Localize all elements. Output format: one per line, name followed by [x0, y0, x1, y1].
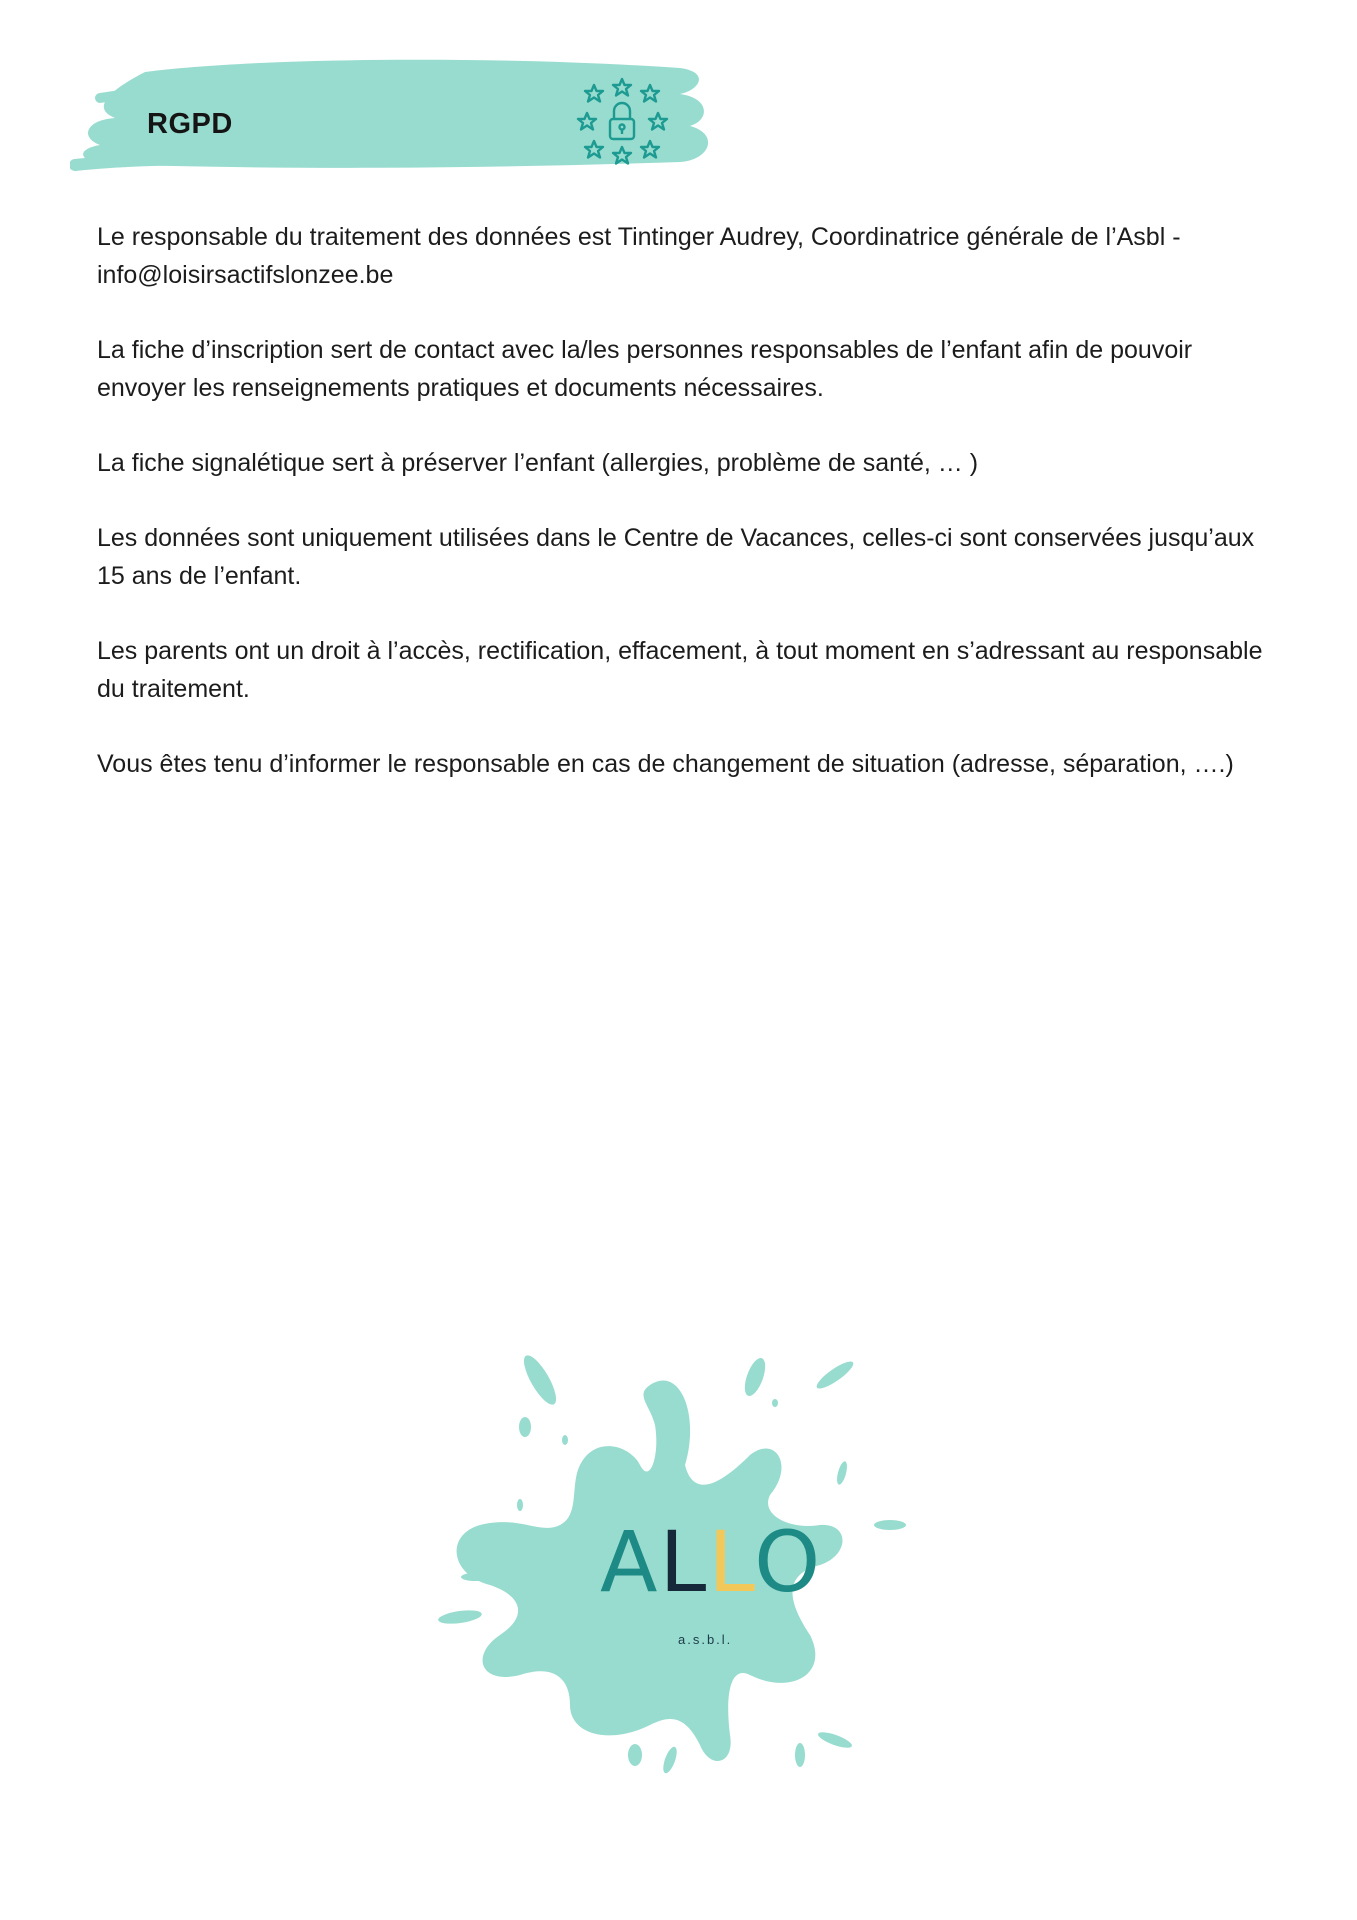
logo-subtitle: a.s.b.l. [678, 1632, 733, 1647]
paragraph-change-notice: Vous êtes tenu d’informer le responsable en cas de changement de situation (adresse, séparation, ….) [97, 750, 1234, 778]
logo-letter-l-second: L [708, 1513, 755, 1611]
allo-logo-wordmark [600, 1513, 823, 1611]
gdpr-lock-stars-icon [572, 75, 682, 175]
paragraph-info-sheet: La fiche signalétique sert à préserver l’enfant (allergies, problème de santé, … ) [97, 449, 979, 477]
logo-letter-l-first: L [659, 1513, 709, 1611]
paragraph-data-controller: Le responsable du traitement des données est Tintinger Audrey, Coordinatrice générale de l’Asbl - info@loisirsactifslonzee.be [97, 223, 1181, 289]
paragraph-registration-form: La fiche d’inscription sert de contact avec la/les personnes responsables de l’enfant afin de pouvoir envoyer les renseignements pratiques et documents nécessaires. [97, 336, 1193, 402]
paragraph-data-retention: Les données sont uniquement utilisées dans le Centre de Vacances, celles-ci sont conservées jusqu’aux 15 ans de l’enfant. [97, 524, 1255, 590]
logo-letter-o: O [754, 1513, 823, 1611]
paragraph-parent-rights: Les parents ont un droit à l’accès, rectification, effacement, à tout moment en s’adressant au responsable du traitement. [97, 637, 1263, 703]
page-title: RGPD [147, 108, 233, 140]
logo-letter-a: A [600, 1513, 660, 1611]
rgpd-content [97, 218, 1277, 820]
